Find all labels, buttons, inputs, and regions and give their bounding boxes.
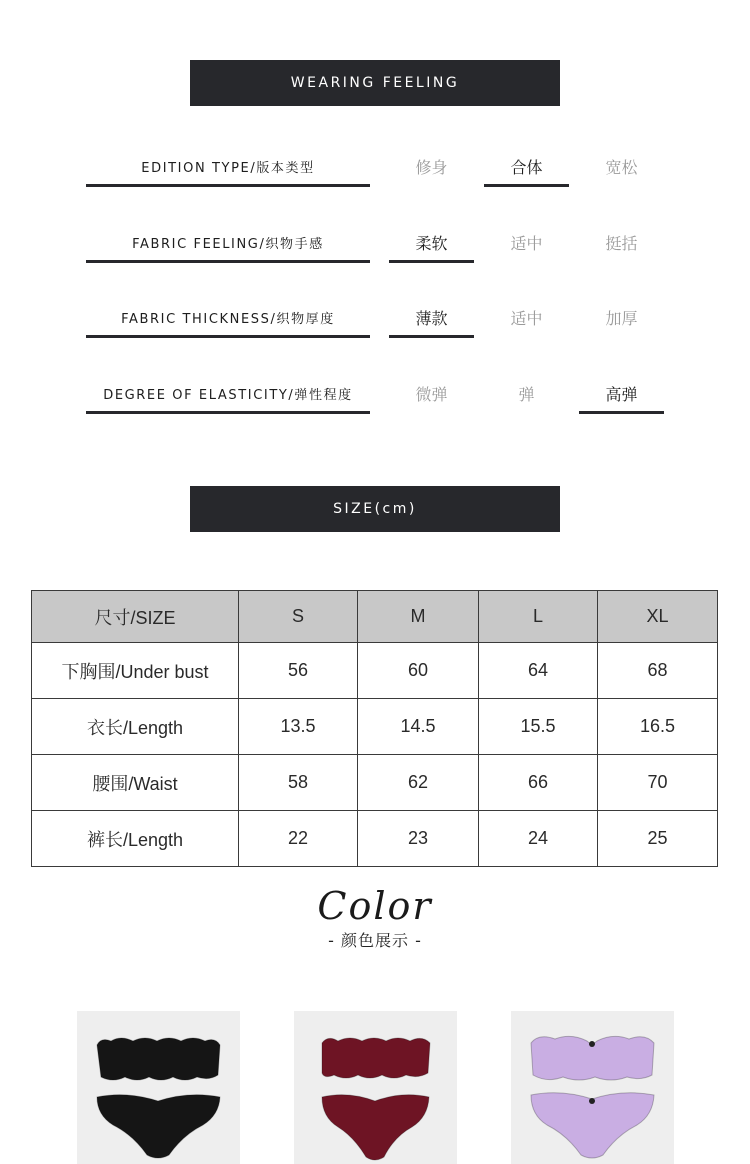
size-table-cell: 16.5 <box>598 699 718 755</box>
lingerie-set-icon <box>511 1011 674 1164</box>
feeling-option: 微弹 <box>415 384 448 404</box>
size-table-row <box>32 643 718 699</box>
size-table-cell: 64 <box>479 643 598 699</box>
size-table-cell: 62 <box>358 755 479 811</box>
size-table-header-cell: S <box>239 591 358 643</box>
size-table-header-row <box>32 591 718 643</box>
color-title: Color <box>317 884 433 928</box>
feeling-label: DEGREE OF ELASTICITY/弹性程度 <box>86 375 370 414</box>
feeling-label: FABRIC FEELING/织物手感 <box>86 224 370 263</box>
feeling-row-fabric-thickness <box>0 299 750 339</box>
size-table-row <box>32 755 718 811</box>
size-table-cell: 66 <box>479 755 598 811</box>
color-swatch-lilac[interactable] <box>511 1011 674 1164</box>
size-table-cell: 60 <box>358 643 479 699</box>
size-table-cell: 56 <box>239 643 358 699</box>
size-table-cell: 23 <box>358 811 479 867</box>
feeling-option: 弹 <box>518 384 535 404</box>
size-table-cell: 衣长/Length <box>32 699 239 755</box>
color-subtitle: - 颜色展示 - <box>328 931 422 950</box>
feeling-label: FABRIC THICKNESS/织物厚度 <box>86 299 370 338</box>
size-table-row <box>32 811 718 867</box>
feeling-option: 加厚 <box>605 308 638 328</box>
feeling-row-edition-type <box>0 148 750 188</box>
size-table-cell: 58 <box>239 755 358 811</box>
feeling-option: 宽松 <box>605 157 638 177</box>
lingerie-set-icon <box>294 1011 457 1164</box>
size-table-cell: 22 <box>239 811 358 867</box>
feeling-option: 适中 <box>510 233 543 253</box>
color-swatch-black[interactable] <box>77 1011 240 1164</box>
feeling-option-selected: 高弹 <box>579 375 664 414</box>
wearing-feeling-banner <box>190 60 560 106</box>
feeling-row-fabric-feeling <box>0 224 750 264</box>
size-banner <box>190 486 560 532</box>
size-table-header-cell: 尺寸/SIZE <box>32 591 239 643</box>
feeling-option-selected: 柔软 <box>389 224 474 263</box>
size-table-cell: 13.5 <box>239 699 358 755</box>
feeling-option-selected: 合体 <box>484 148 569 187</box>
size-table-cell: 25 <box>598 811 718 867</box>
size-table-cell: 24 <box>479 811 598 867</box>
size-title: SIZE(cm) <box>333 501 417 517</box>
feeling-option: 修身 <box>415 157 448 177</box>
wearing-feeling-title: WEARING FEELING <box>290 75 460 91</box>
size-table-cell: 70 <box>598 755 718 811</box>
lingerie-set-icon <box>77 1011 240 1164</box>
size-table-cell: 14.5 <box>358 699 479 755</box>
feeling-label: EDITION TYPE/版本类型 <box>86 148 370 187</box>
size-table-header-cell: M <box>358 591 479 643</box>
feeling-option: 适中 <box>510 308 543 328</box>
size-table-header-cell: XL <box>598 591 718 643</box>
size-table-cell: 15.5 <box>479 699 598 755</box>
size-table-header-cell: L <box>479 591 598 643</box>
feeling-option: 挺括 <box>605 233 638 253</box>
size-table-cell: 下胸围/Under bust <box>32 643 239 699</box>
size-table-cell: 68 <box>598 643 718 699</box>
size-table-cell: 腰围/Waist <box>32 755 239 811</box>
size-table-row <box>32 699 718 755</box>
feeling-row-elasticity <box>0 375 750 415</box>
size-table-cell: 裤长/Length <box>32 811 239 867</box>
size-table <box>31 590 718 867</box>
color-swatch-wine-red[interactable] <box>294 1011 457 1164</box>
feeling-option-selected: 薄款 <box>389 299 474 338</box>
